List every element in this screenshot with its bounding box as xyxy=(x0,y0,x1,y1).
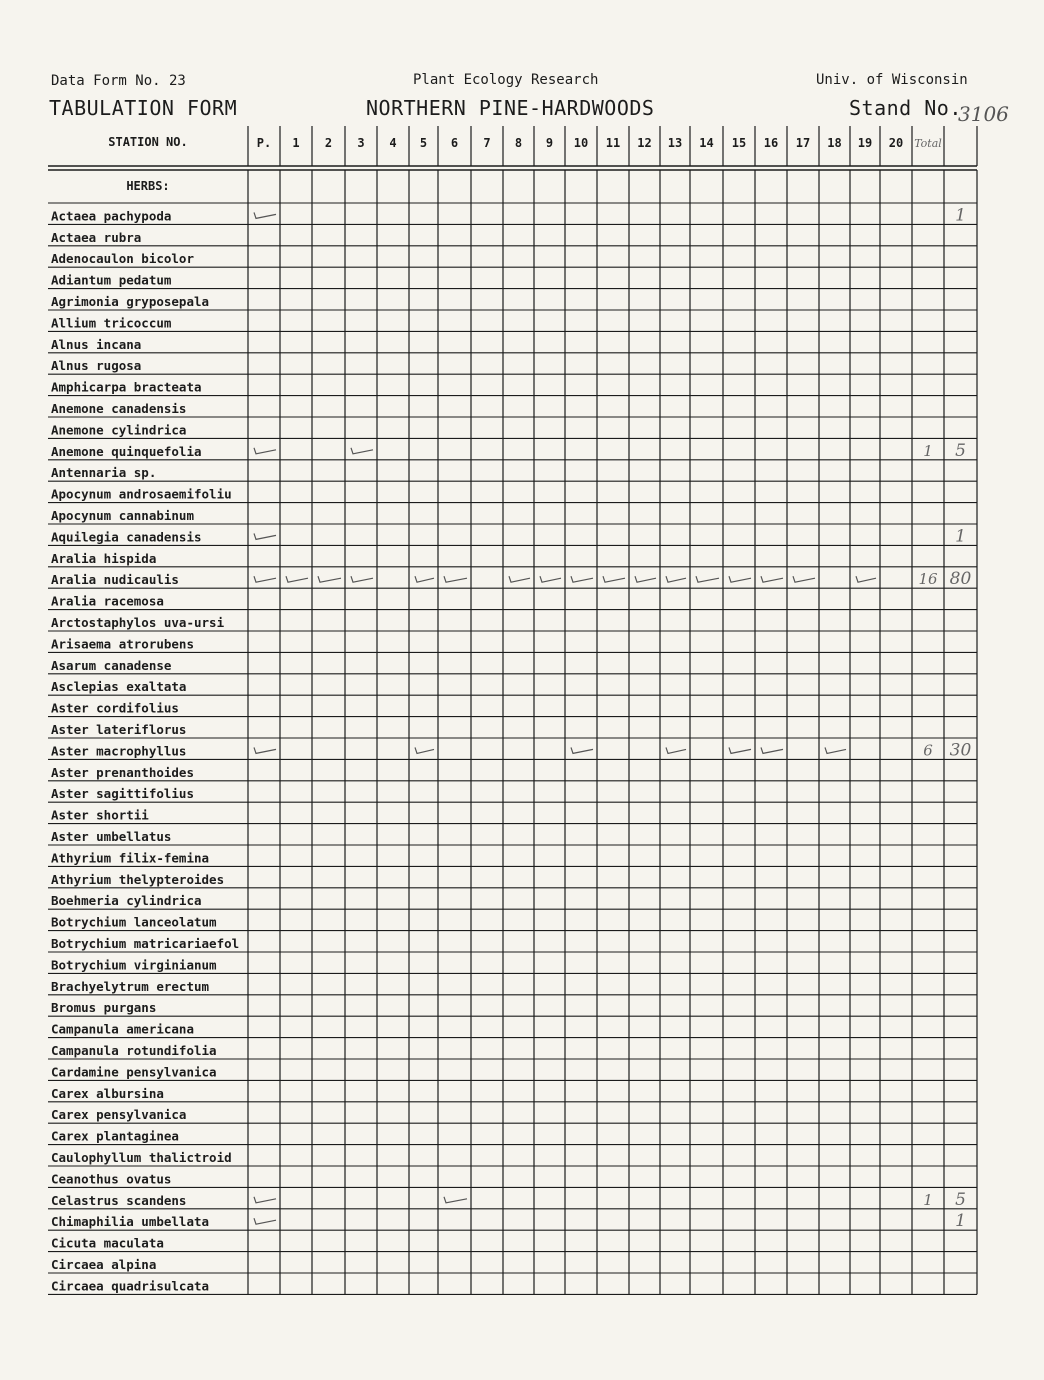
species-name: Arisaema atrorubens xyxy=(51,636,194,652)
column-header: 12 xyxy=(637,136,652,150)
check-mark xyxy=(793,576,815,582)
species-name: Carex plantaginea xyxy=(51,1128,179,1144)
check-mark xyxy=(856,576,876,582)
column-header: Total xyxy=(914,137,942,150)
check-mark xyxy=(729,747,751,753)
species-name: Aster shortii xyxy=(51,807,149,823)
species-name: Aster umbellatus xyxy=(51,829,172,844)
form-number: Data Form No. 23 xyxy=(51,73,186,89)
frequency-value: 5 xyxy=(955,440,966,461)
species-name: Asclepias exaltata xyxy=(51,679,187,695)
species-name: Actaea rubra xyxy=(51,229,142,245)
check-mark xyxy=(666,576,686,582)
column-header: 5 xyxy=(419,136,428,150)
column-header: 19 xyxy=(857,136,873,150)
check-mark xyxy=(254,747,276,753)
column-header: 20 xyxy=(888,136,904,150)
check-mark xyxy=(351,448,373,454)
species-name: Aster sagittifolius xyxy=(51,786,194,802)
check-mark xyxy=(635,576,656,582)
check-mark xyxy=(666,747,686,753)
column-header: 14 xyxy=(699,136,714,150)
check-mark xyxy=(696,576,719,582)
column-header: P. xyxy=(256,136,272,150)
stand-number: 3106 xyxy=(958,102,1009,126)
species-name: Ceanothus ovatus xyxy=(51,1171,172,1187)
species-name: Athyrium filix-femina xyxy=(51,850,210,866)
check-mark xyxy=(444,576,467,582)
form-title: TABULATION FORM xyxy=(49,96,238,120)
stand-label: Stand No. xyxy=(849,96,962,120)
column-header: 2 xyxy=(324,136,333,150)
check-mark xyxy=(729,576,751,582)
species-name: Celastrus scandens xyxy=(51,1192,187,1208)
frequency-value: 80 xyxy=(949,569,972,590)
species-name: Apocynum androsaemifoliu xyxy=(51,486,232,502)
species-name: Aster macrophyllus xyxy=(51,743,187,759)
species-name: Aster prenanthoides xyxy=(51,764,194,780)
check-mark xyxy=(825,747,846,753)
species-name: Cicuta maculata xyxy=(51,1235,164,1251)
column-header: 1 xyxy=(292,136,300,150)
column-header: 8 xyxy=(514,136,523,150)
column-header: 13 xyxy=(667,136,683,150)
section-label: HERBS: xyxy=(126,179,170,193)
species-name: Carex albursina xyxy=(51,1085,164,1101)
species-name: Carex pensylvanica xyxy=(51,1107,187,1123)
check-mark xyxy=(509,576,530,582)
species-name: Anemone canadensis xyxy=(51,401,187,416)
species-name: Aquilegia canadensis xyxy=(51,529,202,545)
species-name: Circaea quadrisulcata xyxy=(51,1278,210,1294)
check-mark xyxy=(254,448,276,454)
check-mark xyxy=(415,747,434,753)
species-name: Antennaria sp. xyxy=(51,465,157,481)
check-mark xyxy=(254,1218,276,1224)
column-header: 4 xyxy=(389,136,397,150)
column-header: 17 xyxy=(795,136,811,150)
species-name: Actaea pachypoda xyxy=(51,208,172,224)
column-header: 9 xyxy=(545,136,554,150)
species-name: Campanula americana xyxy=(51,1021,194,1037)
species-name: Cardamine pensylvanica xyxy=(51,1064,217,1080)
check-mark xyxy=(761,576,783,582)
total-count: 16 xyxy=(918,570,938,589)
column-header: 11 xyxy=(605,136,621,150)
frequency-value: 1 xyxy=(955,526,966,547)
check-mark xyxy=(286,576,308,582)
check-mark xyxy=(761,747,783,753)
species-name: Athyrium thelypteroides xyxy=(51,871,225,887)
frequency-value: 5 xyxy=(955,1189,966,1210)
total-count: 6 xyxy=(923,741,933,760)
column-header: 10 xyxy=(573,136,589,150)
check-mark xyxy=(254,1197,276,1203)
species-name: Botrychium virginianum xyxy=(51,957,217,973)
column-header: 6 xyxy=(450,136,459,150)
species-name: Aralia racemosa xyxy=(51,593,164,609)
species-name: Anemone cylindrica xyxy=(51,422,187,438)
total-count: 1 xyxy=(923,1190,933,1209)
species-name: Botrychium matricariaefol xyxy=(51,936,240,951)
frequency-value: 30 xyxy=(949,740,972,761)
research-heading: Plant Ecology Research xyxy=(413,72,599,88)
column-header: 15 xyxy=(731,136,747,150)
species-name: Campanula rotundifolia xyxy=(51,1043,217,1058)
check-mark xyxy=(254,533,276,539)
species-name: Adiantum pedatum xyxy=(51,272,172,288)
species-name: Arctostaphylos uva-ursi xyxy=(51,615,225,630)
species-name: Aster cordifolius xyxy=(51,700,179,716)
column-header: 7 xyxy=(483,136,491,150)
check-mark xyxy=(351,576,373,582)
species-name: Circaea alpina xyxy=(51,1257,157,1272)
check-mark xyxy=(603,576,625,582)
species-name: Aralia hispida xyxy=(51,550,157,566)
species-name: Boehmeria cylindrica xyxy=(51,893,202,909)
total-count: 1 xyxy=(923,441,933,460)
column-header: 3 xyxy=(357,136,365,150)
check-mark xyxy=(571,747,593,753)
university-heading: Univ. of Wisconsin xyxy=(816,72,968,88)
species-name: Adenocaulon bicolor xyxy=(51,251,194,267)
station-label: STATION NO. xyxy=(108,135,188,149)
species-name: Botrychium lanceolatum xyxy=(51,914,217,930)
species-name: Bromus purgans xyxy=(51,1000,157,1016)
check-mark xyxy=(254,576,276,582)
species-name: Alnus incana xyxy=(51,336,142,352)
check-mark xyxy=(254,212,276,218)
check-mark xyxy=(571,576,593,582)
frequency-value: 1 xyxy=(955,1211,966,1232)
species-name: Aster lateriflorus xyxy=(51,722,187,737)
species-name: Agrimonia gryposepala xyxy=(51,294,210,309)
check-mark xyxy=(415,576,434,582)
species-name: Apocynum cannabinum xyxy=(51,508,194,523)
species-name: Amphicarpa bracteata xyxy=(51,379,202,395)
column-header: 18 xyxy=(827,136,842,150)
check-mark xyxy=(318,576,341,582)
species-name: Allium tricoccum xyxy=(51,315,172,331)
frequency-value: 1 xyxy=(955,205,966,226)
species-name: Brachyelytrum erectum xyxy=(51,978,210,994)
species-name: Asarum canadense xyxy=(51,657,172,673)
species-name: Caulophyllum thalictroid xyxy=(51,1150,232,1165)
column-header: 16 xyxy=(763,136,779,150)
forest-type-heading: NORTHERN PINE-HARDWOODS xyxy=(366,96,655,120)
species-name: Aralia nudicaulis xyxy=(51,572,179,588)
check-mark xyxy=(444,1197,467,1203)
species-name: Chimaphilia umbellata xyxy=(51,1214,210,1230)
species-name: Anemone quinquefolia xyxy=(51,443,202,459)
check-mark xyxy=(540,576,561,582)
species-name: Alnus rugosa xyxy=(51,358,142,374)
